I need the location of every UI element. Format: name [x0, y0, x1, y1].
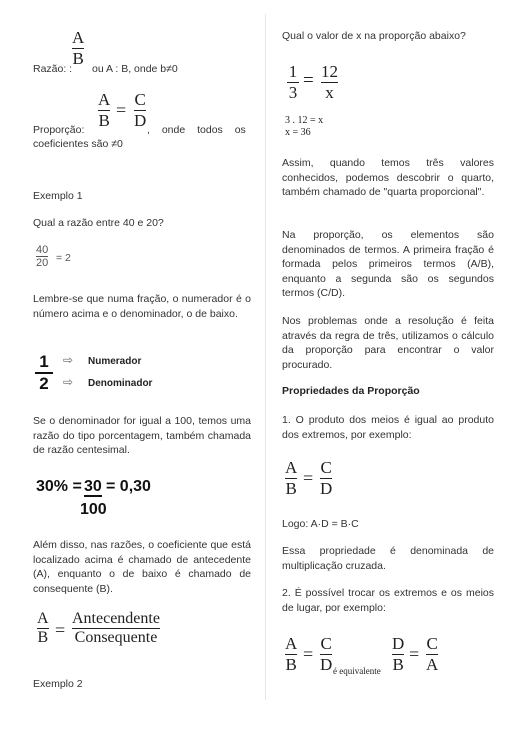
p2-d: D [320, 655, 333, 675]
example-2-heading: Exemplo 2 [33, 678, 83, 690]
percent-denominator: 100 [80, 501, 107, 518]
property-2-fraction-db [392, 634, 404, 675]
consequente-label: Consequente [74, 629, 158, 647]
px-d1: 3 [288, 83, 298, 103]
p2-c2: C [426, 634, 438, 653]
p1-a: A [285, 458, 298, 477]
p1-d: D [320, 479, 333, 499]
question-x: Qual o valor de x na proporção abaixo? [282, 30, 466, 42]
ac-b: B [37, 629, 49, 647]
nos-problemas-paragraph: Nos problemas onde a resolução é feita através da regra de três, utilizamos o cálculo da proporção para encontrar o valor procurado. [282, 315, 494, 371]
p2-a2: A [426, 655, 439, 675]
razao-fraction [72, 28, 84, 69]
p1-b: B [285, 479, 297, 499]
p2-c: C [320, 634, 332, 653]
razao-numerator: A [72, 28, 85, 47]
numerador-diagram-fraction [35, 352, 53, 394]
razao-description: ou A : B, onde b≠0 [92, 63, 178, 75]
equals-sign: = [409, 644, 420, 664]
property-1-fraction-cd [320, 458, 332, 499]
proporcao-description-2: coeficientes são ≠0 [33, 138, 123, 150]
percent-left: 30% = [36, 478, 82, 495]
proporcao-a: A [98, 90, 111, 109]
razao-denominator: B [72, 49, 84, 69]
calc-line-2: x = 36 [285, 127, 311, 138]
example-1-denominator: 20 [36, 257, 49, 269]
equals-sign: = [116, 100, 127, 120]
calc-line-1: 3 . 12 = x [285, 115, 324, 126]
propriedade-1: 1. O produto dos meios é igual ao produto dos extremos, por exemplo: [282, 414, 494, 441]
equivalente-label: é equivalente [333, 666, 381, 676]
p2-b2: B [392, 655, 404, 675]
ac-a: A [37, 610, 49, 627]
propriedade-2: 2. É possível trocar os extremos e os meios de lugar, por exemplo: [282, 587, 494, 614]
example-1-result: = 2 [56, 252, 71, 264]
equals-sign: = [303, 644, 314, 664]
example-1-heading: Exemplo 1 [33, 190, 83, 202]
column-divider [265, 14, 266, 700]
px-d2: x [325, 83, 334, 103]
propriedades-title: Propriedades da Proporção [282, 385, 420, 397]
percent-numerator: 30 [84, 478, 102, 495]
p1-c: C [320, 458, 332, 477]
proporcao-fraction-cd [134, 90, 146, 131]
proporcao-fraction-ab [98, 90, 110, 131]
antecedente-label: Antecendente [72, 610, 160, 627]
diagram-numerator: 1 [39, 352, 49, 371]
arrow-right-icon: ⇨ [63, 353, 74, 367]
arrow-right-icon: ⇨ [63, 375, 74, 389]
diagram-denominator: 2 [39, 374, 49, 393]
denominador-100-paragraph: Se o denominador for igual a 100, temos uma razão do tipo porcentagem, também chamada de razão centesimal. [33, 415, 251, 456]
property-2-fraction-ab [285, 634, 297, 675]
equals-sign: = [303, 70, 314, 91]
logo-line: Logo: A·D = B·C [282, 518, 359, 530]
p2-b: B [285, 655, 297, 675]
antecedente-fraction-ab [37, 610, 49, 647]
property-1-fraction-ab [285, 458, 297, 499]
property-2-fraction-cd [320, 634, 332, 675]
proporcao-description: , onde todos os [147, 124, 246, 136]
proporcao-c: C [134, 90, 146, 109]
px-n2: 12 [321, 62, 338, 81]
denominador-label: Denominador [88, 378, 153, 389]
numerador-label: Numerador [88, 356, 142, 367]
proporcao-label: Proporção: [33, 124, 85, 136]
proporcao-b: B [98, 111, 110, 131]
example-1-fraction [36, 244, 48, 269]
alem-paragraph: Além disso, nas razões, o coeficiente que está localizado acima é chamado de antecedente (A), enquanto o de baixo é chamado de consequente (B). [33, 539, 251, 595]
px-n1: 1 [288, 62, 298, 81]
p2-a: A [285, 634, 298, 653]
proportion-x-fraction-1 [287, 62, 299, 103]
example-1-question: Qual a razão entre 40 e 20? [33, 217, 164, 229]
example-1-numerator: 40 [36, 244, 49, 256]
proporcao-d: D [134, 111, 147, 131]
na-proporcao-paragraph: Na proporção, os elementos são denominados de termos. A primeira fração é formada pelos primeiros termos (A/B), enquanto a segunda são os segundos termos (C/D). [282, 229, 494, 299]
proportion-x-fraction-2 [321, 62, 338, 103]
property-2-fraction-ca [426, 634, 438, 675]
percent-right: = 0,30 [106, 478, 151, 495]
lembre-paragraph: Lembre-se que numa fração, o numerador é o número acima e o denominador, o de baixo. [33, 293, 251, 320]
razao-label: Razão: : [33, 63, 73, 75]
assim-paragraph: Assim, quando temos três valores conhecidos, podemos descobrir o quarto, também chamado de "quarta proporcional". [282, 157, 494, 198]
equals-sign: = [55, 620, 66, 640]
essa-paragraph: Essa propriedade é denominada de multiplicação cruzada. [282, 545, 494, 572]
p2-d2: D [392, 634, 405, 653]
antecedente-fraction [72, 610, 160, 647]
equals-sign: = [303, 468, 314, 488]
